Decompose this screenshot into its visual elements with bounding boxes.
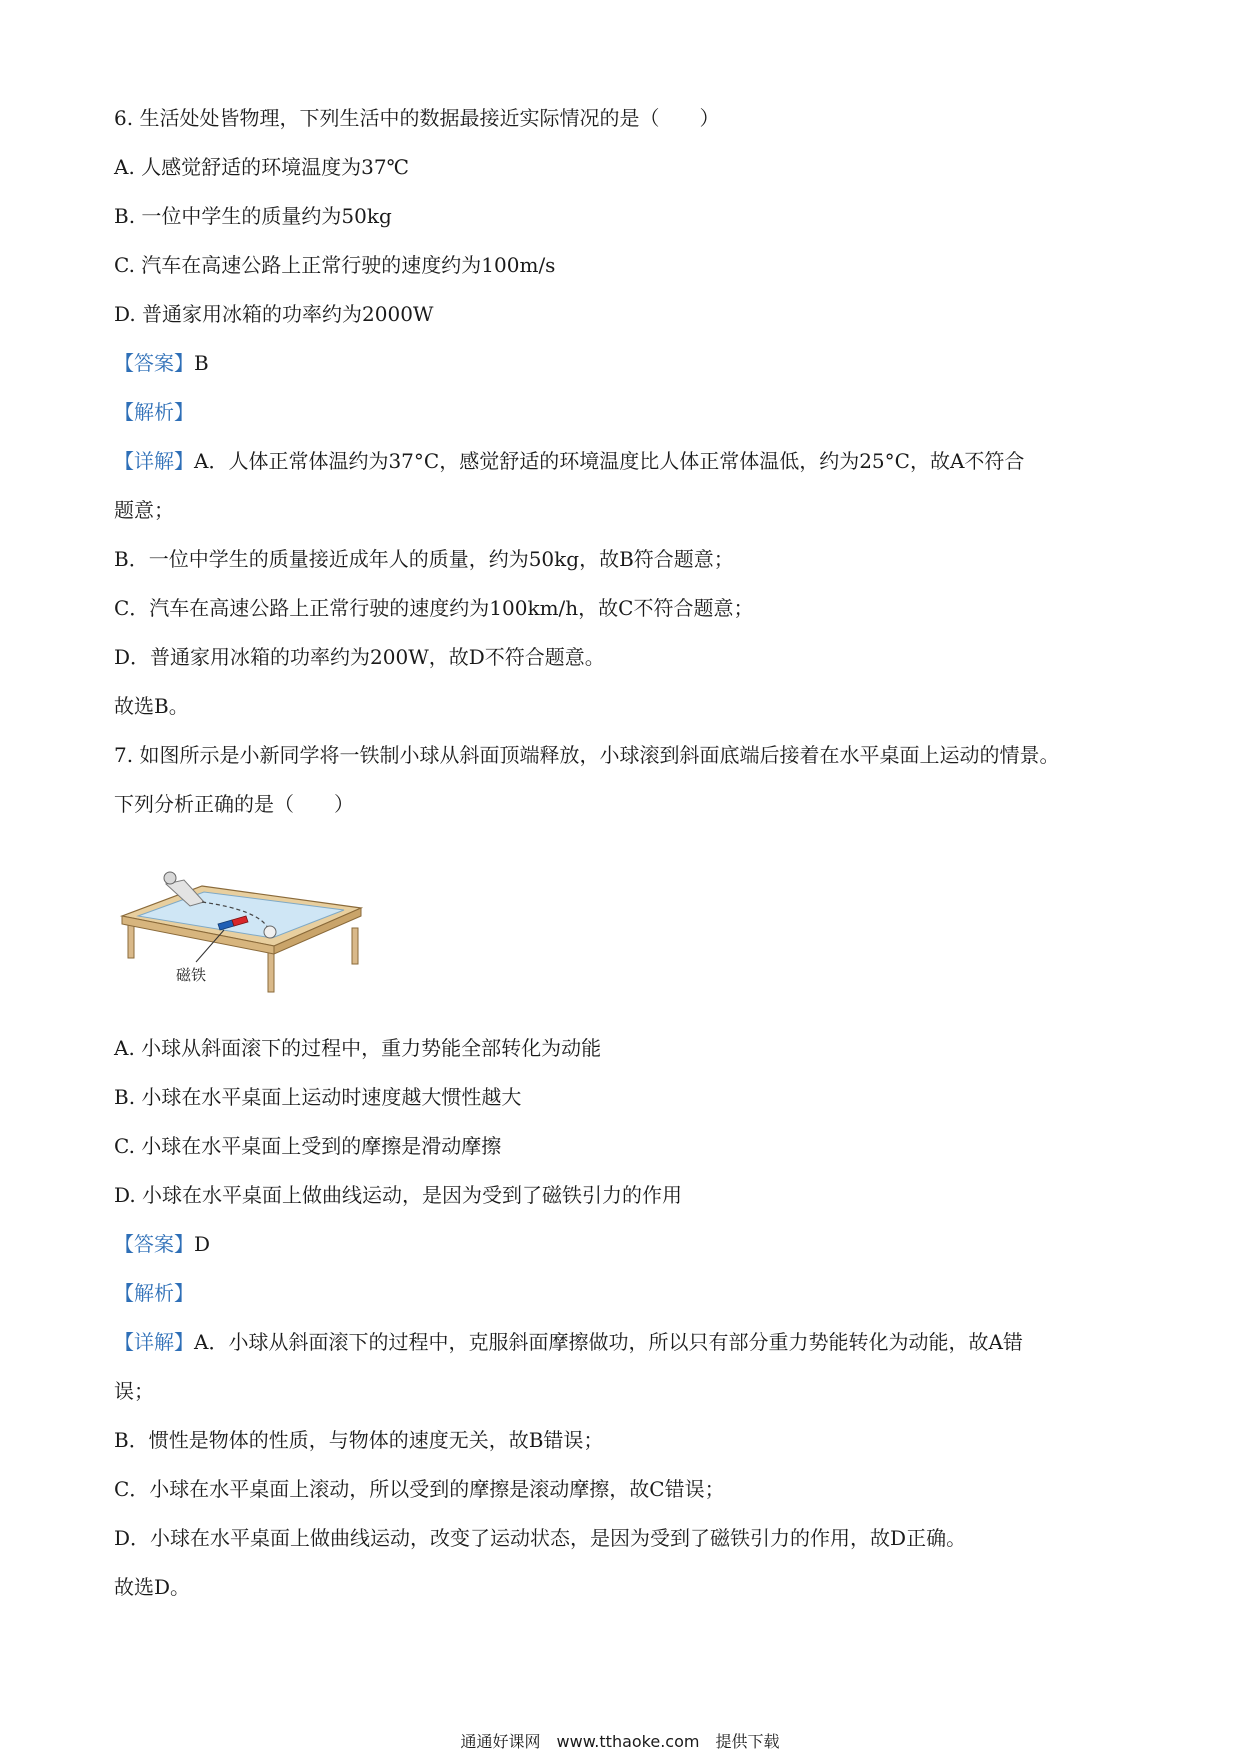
q6-detail-4: C．汽车在高速公路上正常行驶的速度约为100km/h，故C不符合题意；	[114, 596, 754, 620]
q6-option-b: B. 一位中学生的质量约为50kg	[114, 204, 392, 228]
q6-conclusion: 故选B。	[114, 694, 189, 718]
q7-detail-1-text: A．小球从斜面滚下的过程中，克服斜面摩擦做功，所以只有部分重力势能转化为动能，故A错	[194, 1330, 1023, 1354]
q7-detail-1	[114, 1328, 1023, 1356]
q7-detail-4: C．小球在水平桌面上滚动，所以受到的摩擦是滚动摩擦，故C错误；	[114, 1477, 725, 1501]
q7-figure	[118, 858, 363, 1008]
q7-detail-2: 误；	[114, 1379, 154, 1403]
q6-answer-value: B	[194, 351, 209, 375]
q6-answer	[114, 349, 209, 377]
q7-analysis-tag: 【解析】	[114, 1281, 194, 1305]
incline-table-illustration	[118, 858, 363, 1008]
q6-detail-2: 题意；	[114, 498, 174, 522]
q7-answer-tag: 【答案】	[114, 1232, 194, 1256]
q6-analysis-tag: 【解析】	[114, 400, 194, 424]
q6-stem: 6. 生活处处皆物理，下列生活中的数据最接近实际情况的是（ ）	[114, 106, 720, 130]
magnet-label: 磁铁	[176, 966, 207, 984]
q7-option-d: D. 小球在水平桌面上做曲线运动，是因为受到了磁铁引力的作用	[114, 1183, 683, 1207]
q7-answer	[114, 1230, 210, 1258]
q6-option-a: A. 人感觉舒适的环境温度为37℃	[114, 155, 409, 179]
q7-option-b: B. 小球在水平桌面上运动时速度越大惯性越大	[114, 1085, 522, 1109]
q6-detail-1-text: A．人体正常体温约为37°C，感觉舒适的环境温度比人体正常体温低，约为25°C，故A不符合	[194, 449, 1025, 473]
q7-detail-3: B．惯性是物体的性质，与物体的速度无关，故B错误；	[114, 1428, 604, 1452]
q7-conclusion: 故选D。	[114, 1575, 191, 1599]
q7-detail-tag: 【详解】	[114, 1330, 194, 1354]
q7-answer-value: D	[194, 1232, 211, 1256]
q6-answer-tag: 【答案】	[114, 351, 194, 375]
q6-detail-tag: 【详解】	[114, 449, 194, 473]
q6-option-c: C. 汽车在高速公路上正常行驶的速度约为100m/s	[114, 253, 556, 277]
q6-detail-3: B．一位中学生的质量接近成年人的质量，约为50kg，故B符合题意；	[114, 547, 734, 571]
q6-detail-1	[114, 447, 1024, 475]
q7-option-a: A. 小球从斜面滚下的过程中，重力势能全部转化为动能	[114, 1036, 602, 1060]
q7-option-c: C. 小球在水平桌面上受到的摩擦是滑动摩擦	[114, 1134, 502, 1158]
q6-option-d: D. 普通家用冰箱的功率约为2000W	[114, 302, 434, 326]
q6-detail-5: D．普通家用冰箱的功率约为200W，故D不符合题意。	[114, 645, 605, 669]
q7-stem-1: 7. 如图所示是小新同学将一铁制小球从斜面顶端释放，小球滚到斜面底端后接着在水平桌面上运动的情景。	[114, 743, 1060, 767]
q7-detail-5: D．小球在水平桌面上做曲线运动，改变了运动状态，是因为受到了磁铁引力的作用，故D正确。	[114, 1526, 967, 1550]
page-footer: 通通好课网 www.tthaoke.com 提供下载	[460, 1732, 780, 1751]
q7-stem-2: 下列分析正确的是（ ）	[114, 792, 354, 816]
